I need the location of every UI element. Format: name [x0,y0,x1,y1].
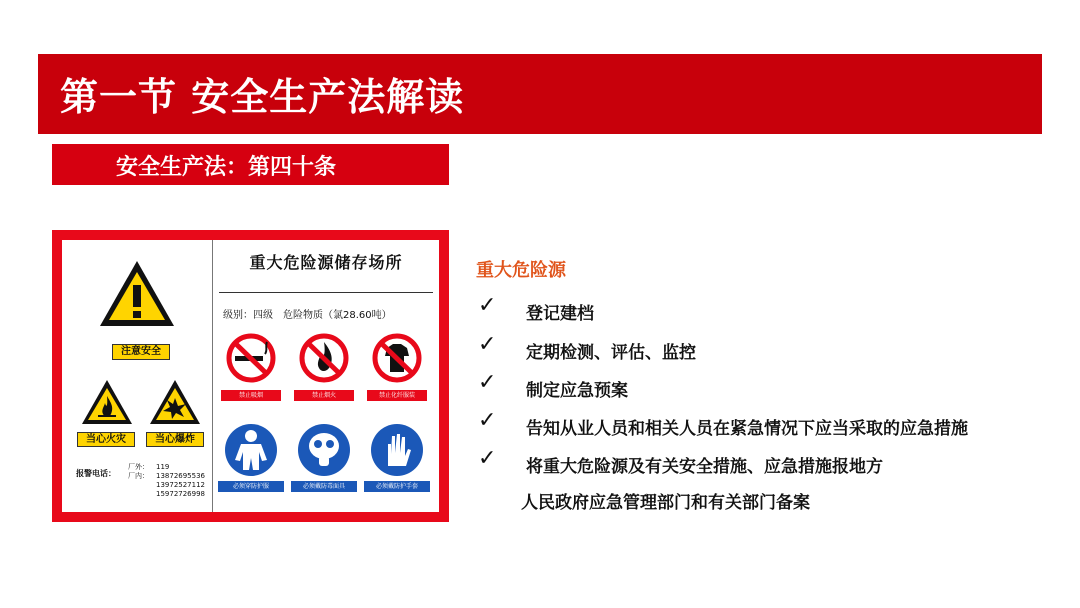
hazard-substance: 危险物质（氯28.60吨） [283,310,392,321]
list-item-text: 告知从业人员和相关人员在紧急情况下应当采取的应急措施 [526,419,968,439]
protective-gloves-icon [367,422,427,482]
mandatory-tag: 必须穿防护服 [218,481,284,492]
gas-mask-icon [294,422,354,482]
inside-label: 厂内： [128,472,149,480]
hazard-sign-image [52,230,449,522]
explosion-caution-label: 当心爆炸 [146,432,204,447]
alarm-phone-label: 报警电话： [76,469,116,478]
divider [219,292,433,293]
no-open-flame-icon [294,332,354,392]
hazard-sign-board [62,240,439,512]
prohibition-tag: 禁止烟火 [294,390,354,401]
sign-info-panel [213,240,439,512]
list-item-continuation: 人民政府应急管理部门和有关部门备案 [521,493,810,513]
inside-number: 13972527112 [156,481,205,489]
no-synthetic-clothing-icon [367,332,427,392]
inside-number: 13872695536 [156,472,205,480]
check-icon: ✓ [478,332,497,357]
prohibition-tag: 禁止化纤服装 [367,390,427,401]
inside-number: 15972726998 [156,490,205,498]
warning-triangle-icon [97,258,177,330]
hazard-level: 级别：四级 [223,310,273,321]
fire-caution-label: 当心火灾 [77,432,135,447]
explosion-warning-icon [148,378,202,426]
section-heading: 重大危险源 [476,260,566,281]
list-item-text: 制定应急预案 [526,381,628,401]
caution-label: 注意安全 [112,344,170,360]
check-icon: ✓ [478,370,497,395]
outside-number: 119 [156,463,170,471]
mandatory-tag: 必须戴防护手套 [364,481,430,492]
check-icon: ✓ [478,408,497,433]
sign-title: 重大危险源储存场所 [249,253,403,272]
fire-warning-icon [80,378,134,426]
list-item-text: 登记建档 [526,304,594,324]
no-smoking-icon [221,332,281,392]
list-item-text: 将重大危险源及有关安全措施、应急措施报地方 [526,457,883,477]
list-item-text: 定期检测、评估、监控 [526,343,696,363]
page-subtitle: 安全生产法：第四十条 [116,155,337,180]
outside-label: 厂外： [128,463,149,471]
page-title: 第一节 安全生产法解读 [60,75,465,119]
sign-warning-panel [62,240,213,512]
prohibition-tag: 禁止吸烟 [221,390,281,401]
check-icon: ✓ [478,446,497,471]
check-icon: ✓ [478,293,497,318]
protective-suit-icon [221,422,281,482]
sign-level-line [223,306,392,321]
mandatory-tag: 必须戴防毒面具 [291,481,357,492]
